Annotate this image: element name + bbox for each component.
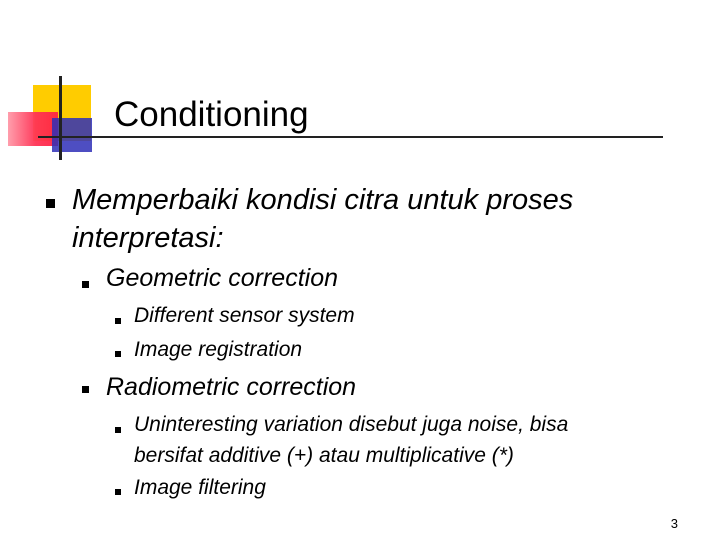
bullet-different-sensor: Different sensor system [134, 304, 355, 327]
bullet-main-line1: Memperbaiki kondisi citra untuk proses [72, 184, 574, 216]
bullet-marker [82, 281, 89, 288]
bullet-geometric-correction: Geometric correction [106, 264, 339, 292]
bullet-uninteresting-variation-line1: Uninteresting variation disebut juga noise, bisa [134, 413, 569, 436]
bullet-image-registration: Image registration [134, 338, 303, 361]
bullet-image-filtering: Image filtering [134, 476, 266, 499]
page-number: 3 [670, 516, 678, 531]
title-underline [38, 136, 663, 138]
bullet-radiometric-correction: Radiometric correction [106, 373, 357, 401]
bullet-marker [115, 489, 121, 495]
bullet-marker [115, 318, 121, 324]
bullet-marker [46, 199, 55, 208]
title-decoration-blue-block [52, 118, 92, 152]
title-decoration-red-block [8, 112, 58, 146]
bullet-marker [115, 427, 121, 433]
slide-title: Conditioning [114, 95, 309, 134]
bullet-uninteresting-variation-line2: bersifat additive (+) atau multiplicative (*) [134, 444, 514, 467]
bullet-main-line2: interpretasi: [72, 222, 224, 254]
title-decoration-vertical-line [59, 76, 62, 160]
bullet-marker [115, 351, 121, 357]
bullet-marker [82, 386, 89, 393]
